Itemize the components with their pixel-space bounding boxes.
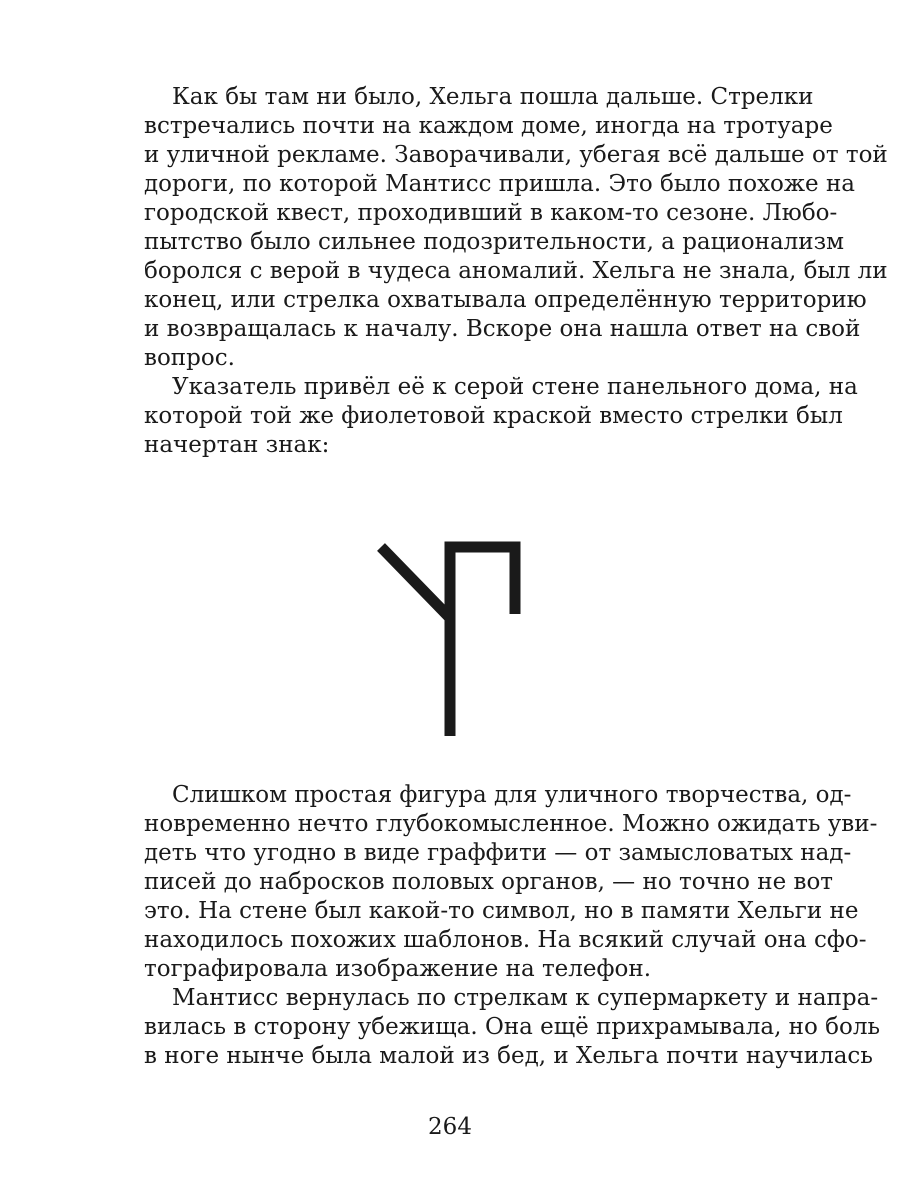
text-line: начертан знак: [144, 432, 330, 458]
rune-sign-icon [375, 538, 525, 736]
text-line: Как бы там ни было, Хельга пошла дальше. Стрелки [172, 84, 814, 110]
text-line: и возвращалась к началу. Вскоре она нашла ответ на свой [144, 316, 861, 342]
page-number: 264 [428, 1114, 472, 1140]
text-line: это. На стене был какой-то символ, но в памяти Хельги не [144, 898, 859, 924]
text-line: которой той же фиолетовой краской вместо стрелки был [144, 403, 843, 429]
text-line: писей до набросков половых органов, — но точно не вот [144, 869, 834, 895]
text-line: Слишком простая фигура для уличного творчества, од- [172, 782, 852, 808]
text-line: встречались почти на каждом доме, иногда на тротуаре [144, 113, 833, 139]
text-line: городской квест, проходивший в каком-то сезоне. Любо- [144, 200, 838, 226]
text-line: дороги, по которой Мантисс пришла. Это было похоже на [144, 171, 856, 197]
text-line: вилась в сторону убежища. Она ещё прихрамывала, но боль [144, 1014, 880, 1040]
text-line: Мантисс вернулась по стрелкам к супермаркету и напра- [172, 985, 879, 1011]
text-line: новременно нечто глубокомысленное. Можно ожидать уви- [144, 811, 878, 837]
text-line: в ноге нынче была малой из бед, и Хельга почти научилась [144, 1043, 873, 1069]
text-line: боролся с верой в чудеса аномалий. Хельга не знала, был ли [144, 258, 888, 284]
text-line: Указатель привёл её к серой стене панельного дома, на [172, 374, 858, 400]
text-line: вопрос. [144, 345, 235, 371]
text-line: пытство было сильнее подозрительности, а рационализм [144, 229, 845, 255]
text-line: деть что угодно в виде граффити — от замысловатых над- [144, 840, 852, 866]
text-line: тографировала изображение на телефон. [144, 956, 652, 982]
text-line: находилось похожих шаблонов. На всякий случай она сфо- [144, 927, 867, 953]
text-line: и уличной рекламе. Заворачивали, убегая всё дальше от той [144, 142, 888, 168]
text-line: конец, или стрелка охватывала определённую территорию [144, 287, 867, 313]
